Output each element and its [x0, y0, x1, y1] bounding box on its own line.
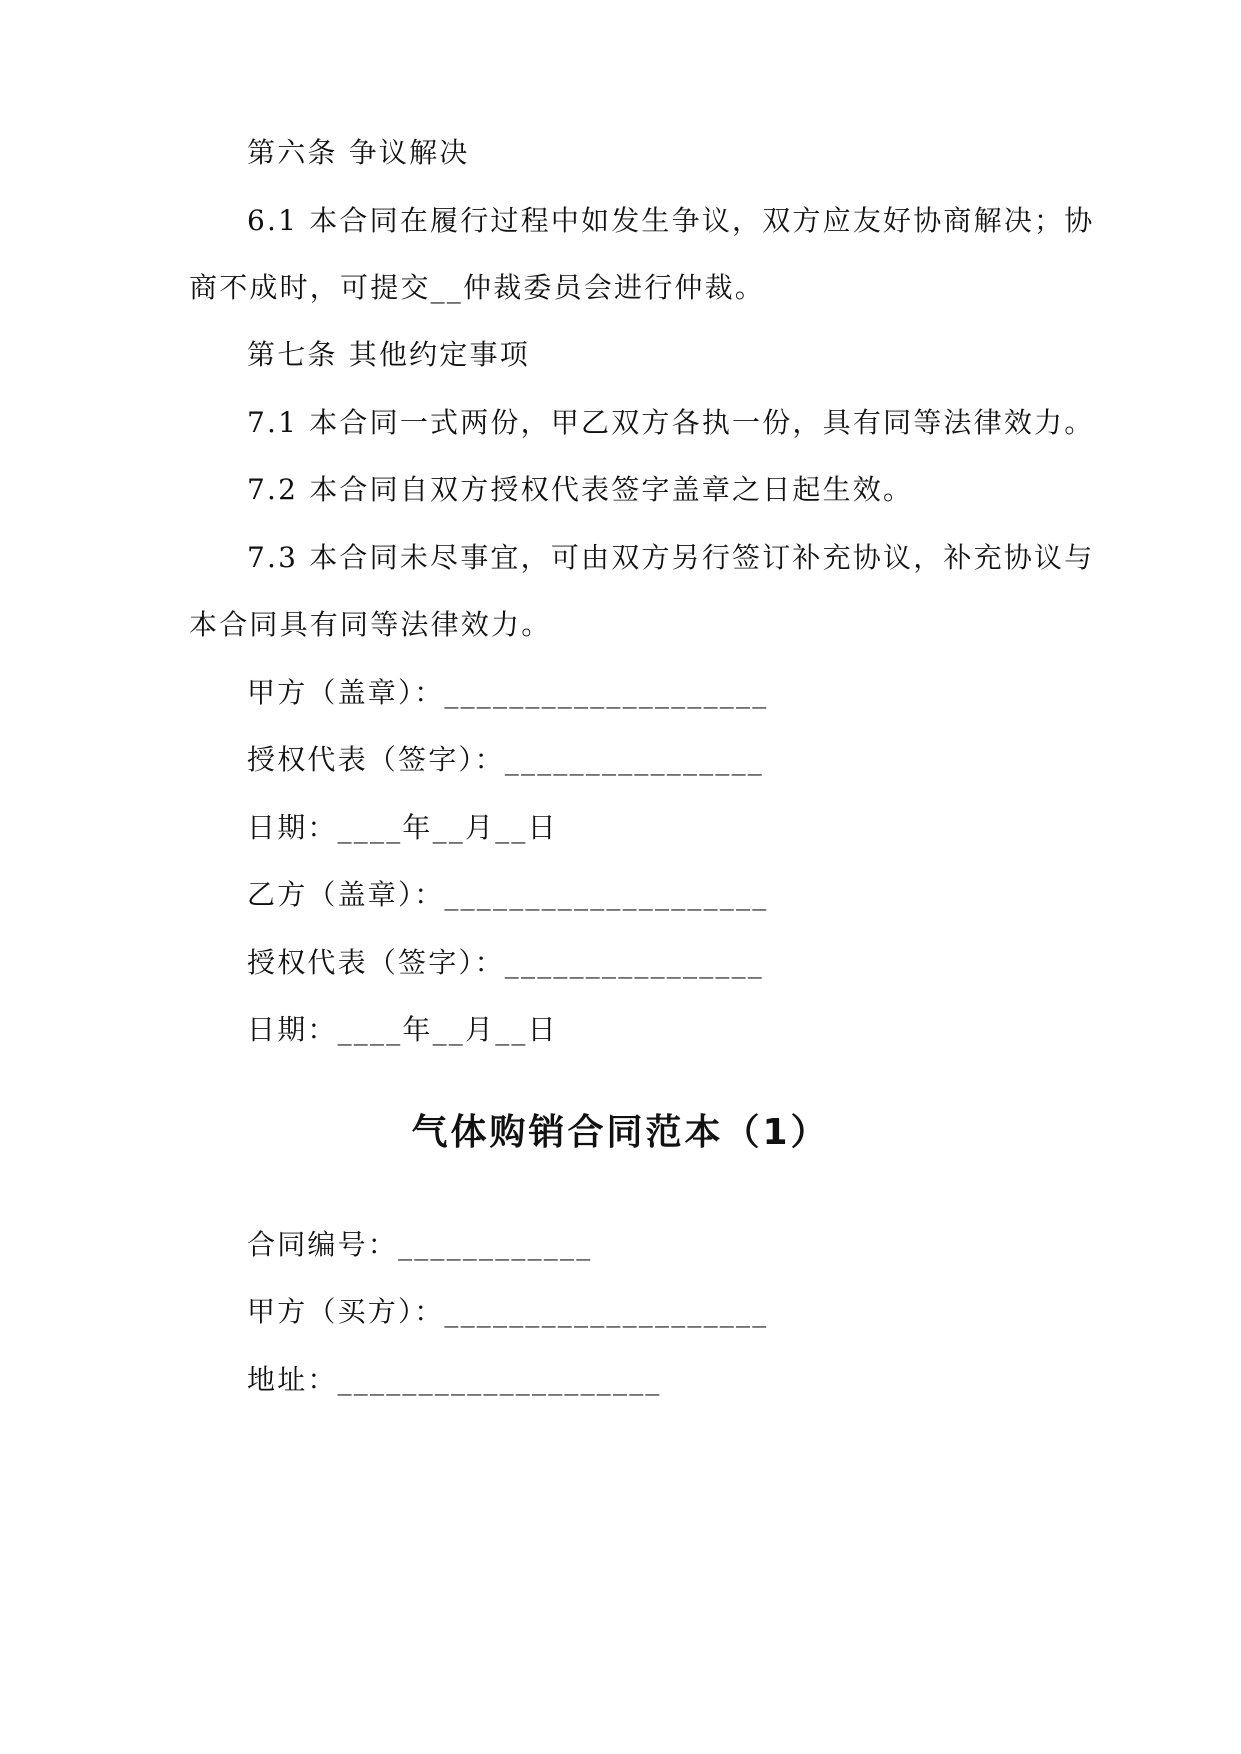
clause-6-1-line-1: 6.1 本合同在履行过程中如发生争议，双方应友好协商解决；协 [247, 204, 1095, 237]
party-a-seal-field: 甲方（盖章）：____________________ [247, 676, 769, 709]
address-field: 地址：____________________ [247, 1363, 662, 1396]
party-a-buyer-field: 甲方（买方）：____________________ [247, 1295, 769, 1328]
article-7-heading: 第七条 其他约定事项 [247, 338, 530, 371]
contract-title: 气体购销合同范本（1） [411, 1112, 830, 1153]
party-b-representative-field: 授权代表（签字）：________________ [247, 946, 765, 979]
party-b-seal-field: 乙方（盖章）：____________________ [247, 878, 769, 911]
clause-7-1: 7.1 本合同一式两份，甲乙双方各执一份，具有同等法律效力。 [247, 406, 1095, 439]
article-6-heading: 第六条 争议解决 [247, 136, 470, 169]
party-a-date-field: 日期：____年__月__日 [247, 811, 558, 844]
clause-7-3-line-2: 本合同具有同等法律效力。 [189, 608, 552, 641]
party-b-date-field: 日期：____年__月__日 [247, 1013, 558, 1046]
clause-7-2: 7.2 本合同自双方授权代表签字盖章之日起生效。 [247, 473, 914, 506]
contract-number-field: 合同编号：____________ [247, 1228, 593, 1261]
clause-6-1-line-2: 商不成时，可提交__仲裁委员会进行仲裁。 [189, 271, 766, 304]
party-a-representative-field: 授权代表（签字）：________________ [247, 743, 765, 776]
clause-7-3-line-1: 7.3 本合同未尽事宜，可由双方另行签订补充协议，补充协议与 [247, 541, 1095, 574]
